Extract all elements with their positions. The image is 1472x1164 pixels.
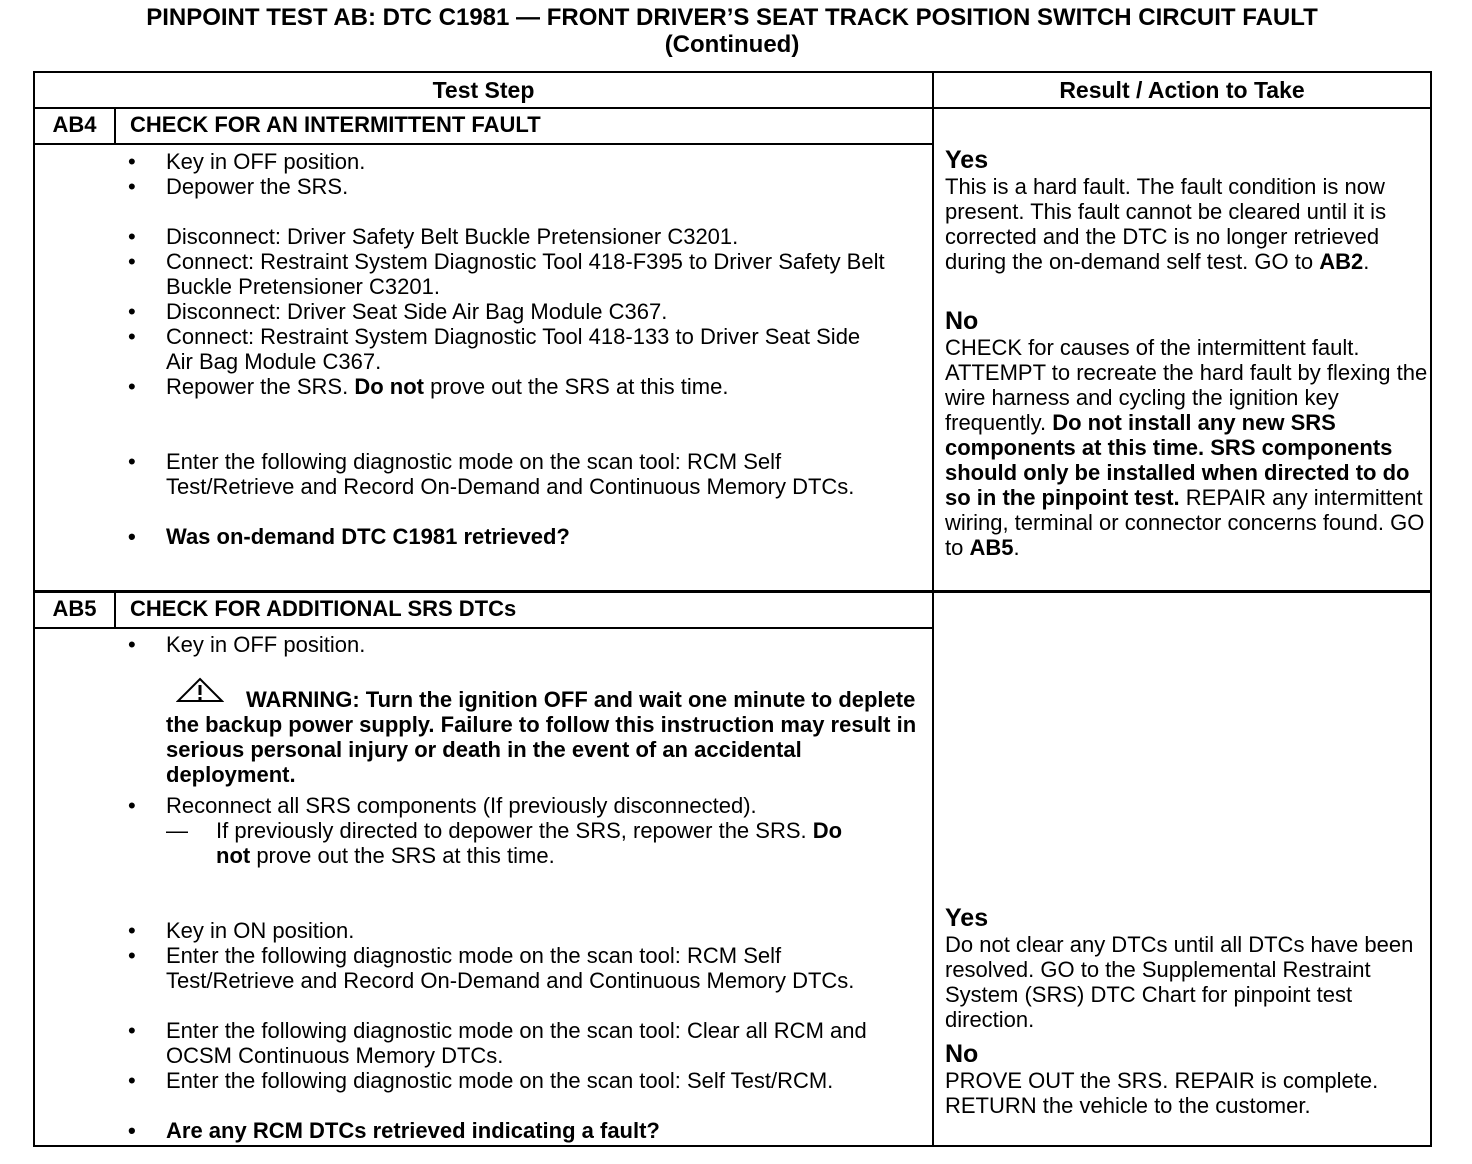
- step-title-ab4: CHECK FOR AN INTERMITTENT FAULT: [130, 112, 541, 137]
- step-title-ab5: CHECK FOR ADDITIONAL SRS DTCs: [130, 596, 517, 621]
- ab4-yes-body: This is a hard fault. The fault condition is now present. This fault cannot be cleared until it is corrected and the DTC is no longer retrieved during the on-demand self test. GO to: [945, 174, 1387, 274]
- list-item: • Enter the following diagnostic mode on the scan tool: RCM Self Test/Retrieve and Record On-Demand and Continuous Memory DTCs.: [166, 449, 896, 499]
- list-item-question: • Was on-demand DTC C1981 retrieved?: [166, 524, 906, 549]
- ab4-yes-goto: AB2: [1319, 249, 1364, 274]
- ab4-ab5-rule: [33, 590, 1432, 593]
- do-not-emphasis: Do not: [354, 374, 424, 399]
- list-item: • Disconnect: Driver Safety Belt Buckle Pretensioner C3201.: [166, 224, 906, 249]
- ab4-title-rule: [33, 143, 933, 145]
- title-line-2: (Continued): [664, 31, 800, 58]
- ab4-yes-text: This is a hard fault. The fault condition is now present. This fault cannot be cleared until it is corrected and the DTC is no longer retrieved during the on-demand self test. GO to AB2.: [945, 174, 1387, 274]
- ab4-no-goto: AB5: [969, 535, 1014, 560]
- title-line-1: PINPOINT TEST AB: DTC C1981 — FRONT DRIVER’S SEAT TRACK POSITION SWITCH CIRCUIT FAULT: [146, 4, 1318, 31]
- list-item: • Enter the following diagnostic mode on the scan tool: Self Test/RCM.: [166, 1068, 846, 1093]
- ab5-no-text: PROVE OUT the SRS. REPAIR is complete. RETURN the vehicle to the customer.: [945, 1068, 1379, 1118]
- do-not-emphasis: Do not: [216, 818, 843, 868]
- list-item: • Key in OFF position.: [166, 149, 906, 174]
- warning-block: [166, 687, 926, 787]
- list-item: [166, 374, 906, 399]
- ab5-yes-text: Do not clear any DTCs until all DTCs have been resolved. GO to the Supplemental Restraint System (SRS) DTC Chart for pinpoint test direction.: [945, 932, 1414, 1032]
- repower-text-end: prove out the SRS at this time.: [250, 843, 555, 868]
- list-item: • Connect: Restraint System Diagnostic Tool 418-F395 to Driver Safety Belt Buckle Pretensioner C3201.: [166, 249, 886, 299]
- list-item: • Enter the following diagnostic mode on the scan tool: RCM Self Test/Retrieve and Record On-Demand and Continuous Memory DTCs.: [166, 943, 896, 993]
- step-id-divider-ab4: [114, 107, 116, 144]
- list-item-question: • Are any RCM DTCs retrieved indicating a fault?: [166, 1118, 906, 1143]
- ab4-no-text: CHECK for causes of the intermittent fault. ATTEMPT to recreate the hard fault by flexing the wire harness and cycling the ignition key frequently. Do not install any new SRS components at this time. SRS components should only be installed when directed to do so in the pinpoint test. REPAIR any intermittent wiring, terminal or connector concerns found. GO to AB5.: [945, 335, 1428, 560]
- header-result: Result / Action to Take: [1059, 77, 1305, 103]
- ab5-no-label: No: [945, 1040, 979, 1068]
- repower-text: If previously directed to depower the SRS, repower the SRS.: [216, 818, 813, 843]
- step-id-ab4: AB4: [52, 112, 97, 137]
- list-item: • Depower the SRS.: [166, 174, 906, 199]
- ab4-no-body-b: Do not install any new SRS components at this time. SRS components should only be installed when directed to do so in the pinpoint test.: [945, 410, 1410, 510]
- page-title: [0, 4, 1464, 58]
- warning-icon: [176, 677, 224, 703]
- list-item: • Disconnect: Driver Seat Side Air Bag Module C367.: [166, 299, 906, 324]
- list-item: • Key in ON position.: [166, 918, 906, 943]
- ab4-yes-label: Yes: [945, 146, 989, 174]
- step-id-ab5: AB5: [52, 596, 97, 621]
- list-item: • Reconnect all SRS components (If previously disconnected).: [166, 793, 906, 818]
- ab4-no-body-c: REPAIR any intermittent wiring, terminal or connector concerns found. GO to: [945, 485, 1425, 560]
- step-id-divider-ab5: [114, 591, 116, 628]
- ab5-title-rule: [33, 627, 933, 629]
- header-test-step: Test Step: [432, 77, 535, 103]
- list-item: • Enter the following diagnostic mode on the scan tool: Clear all RCM and OCSM Continuous Memory DTCs.: [166, 1018, 886, 1068]
- repower-text-end: prove out the SRS at this time.: [423, 374, 729, 399]
- repower-text: Repower the SRS.: [166, 374, 355, 399]
- ab5-yes-label: Yes: [945, 904, 989, 932]
- ab4-no-body-a: CHECK for causes of the intermittent fault. ATTEMPT to recreate the hard fault by flexing the wire harness and cycling the ignition key frequently.: [945, 335, 1428, 435]
- list-item: • Connect: Restraint System Diagnostic Tool 418-133 to Driver Seat Side Air Bag Module C367.: [166, 324, 866, 374]
- list-item: • Key in OFF position.: [166, 632, 906, 657]
- sub-item: [216, 818, 856, 868]
- ab4-no-label: No: [945, 307, 979, 335]
- warning-text: WARNING: Turn the ignition OFF and wait one minute to deplete the backup power supply. Failure to follow this instruction may result in serious personal injury or death in the event of an accidental deployment.: [166, 687, 917, 787]
- column-divider: [932, 71, 934, 1147]
